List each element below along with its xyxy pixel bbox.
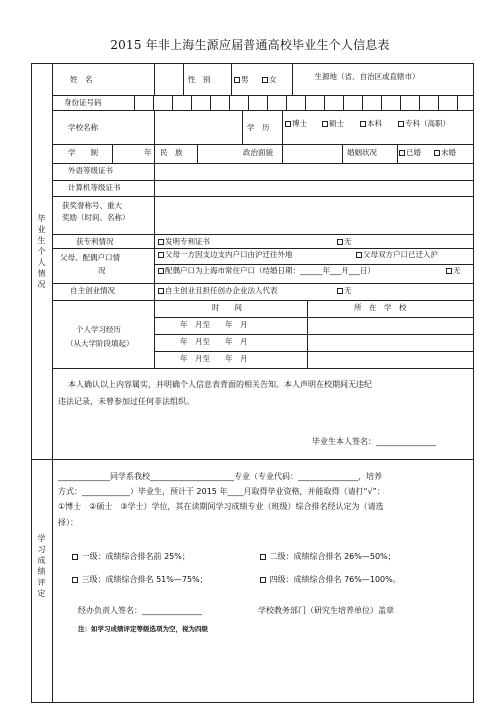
patent-cert-option[interactable]: 发明专利证书	[158, 238, 210, 247]
experience-label-line2: （从大学阶段填起）	[66, 339, 134, 348]
graduate-signature[interactable]: 毕业生本人签名：_______________	[312, 437, 436, 446]
degree-college-option[interactable]: 专科（高职）	[398, 120, 450, 129]
experience-time-header: 时 间	[212, 303, 242, 312]
gender-label: 性 别	[188, 75, 211, 84]
degree-doctor-option[interactable]: 博士	[285, 120, 307, 129]
hukou-label-line1: 父母、配偶户口情	[60, 253, 120, 262]
patent-none-option[interactable]: 无	[337, 238, 352, 247]
patent-label: 获专利情况	[76, 237, 114, 246]
hukou-parent-outbound-option[interactable]: 父母一方因支边支内户口由沪迁往外地	[158, 251, 293, 260]
experience-time-cell: 年 月至 年 月	[180, 320, 248, 329]
married-option[interactable]: 已婚	[399, 149, 421, 158]
declaration-line1: 本人确认以上内容属实，并明确个人信息表背面的相关告知。本人声明在校期间无违纪	[68, 380, 372, 389]
gender-female-option[interactable]: 女	[262, 76, 277, 85]
form-title: 2015 年非上海生源应届普通高校毕业生个人信息表	[110, 38, 390, 52]
section-evaluation-label: 学习成绩评定	[37, 534, 46, 600]
evaluation-line1: _____________同学系我校_____________________专业（专业代码：_______________，培养	[58, 472, 382, 481]
hukou-none-option[interactable]: 无	[446, 267, 461, 276]
section-personal-label: 毕业生个人情况	[37, 214, 46, 291]
experience-school-header: 所 在 学 校	[354, 303, 407, 312]
evaluation-line4: 择）：	[58, 517, 78, 527]
degree-bachelor-option[interactable]: 本科	[360, 120, 382, 129]
startup-label: 自主创业情况	[70, 286, 115, 295]
evaluation-note: 注：如学习成绩评定等级选项为空，视为四级	[78, 625, 208, 633]
hukou-label-line2: 况	[98, 266, 106, 275]
academic-office-seal: 学校教务部门（研究生培养单位）盖章	[258, 606, 394, 615]
rank-level1-option[interactable]: 一级：成绩综合排名前 25%；	[72, 552, 190, 561]
hukou-spouse-option[interactable]: 配偶户口为上海市常住户口（结婚日期：______年___月___日）	[158, 267, 375, 276]
degree-label: 学 历	[247, 123, 270, 132]
study-length-unit: 年	[144, 148, 152, 157]
awards-label-line1: 获奖誉称号、重大	[62, 201, 122, 210]
gender-male-option[interactable]: 男	[234, 76, 249, 85]
rank-level2-option[interactable]: 二级：成绩综合排名 26%—50%；	[260, 552, 396, 561]
school-name-label: 学校名称	[68, 123, 98, 132]
origin-label: 生源地（省、自治区或直辖市）	[314, 72, 420, 81]
evaluation-paragraph	[58, 469, 470, 530]
experience-time-cell: 年 月至 年 月	[180, 337, 248, 346]
startup-legal-rep-option[interactable]: 自主创业且担任创办企业法人代表	[158, 287, 278, 296]
rank-level4-option[interactable]: 四级：成绩综合排名 76%—100%。	[260, 575, 401, 584]
name-label: 姓 名	[70, 75, 93, 84]
handler-signature[interactable]: 经办负责人签名：_______________	[78, 606, 202, 615]
language-cert-label: 外语等级证书	[68, 166, 113, 175]
rank-level3-option[interactable]: 三级：成绩综合排名 51%—75%；	[72, 575, 208, 584]
startup-none-option[interactable]: 无	[337, 287, 352, 296]
hukou-parents-inbound-option[interactable]: 父母双方户口已迁入沪	[356, 251, 438, 260]
experience-time-cell: 年 月至 年 月	[180, 354, 248, 363]
form-table	[31, 63, 474, 703]
unmarried-option[interactable]: 未婚	[434, 149, 456, 158]
declaration-line2: 违法记录，未曾参加过任何非法组织。	[58, 397, 194, 406]
degree-master-option[interactable]: 硕士	[322, 120, 344, 129]
ethnicity-label: 民 族	[160, 148, 183, 157]
marital-status-label: 婚姻状况	[347, 148, 377, 157]
id-number-label: 身份证号码	[64, 98, 102, 107]
computer-cert-label: 计算机等级证书	[68, 183, 121, 192]
evaluation-line3: ①博士 ②硕士 ③学士）学位，其在读期间学习成绩专业（班级）综合排名经认定为（请选	[58, 502, 384, 512]
political-status-label: 政治面貌	[243, 148, 273, 157]
experience-label-line1: 个人学习经历	[76, 325, 121, 334]
evaluation-line2: 方式：____________）毕业生，预计于 2015 年____月取得毕业资格，并能取得（请打“√”：	[58, 487, 385, 497]
awards-label-line2: 奖励（时间、名称）	[62, 213, 130, 222]
study-length-label: 学 制	[68, 148, 98, 157]
